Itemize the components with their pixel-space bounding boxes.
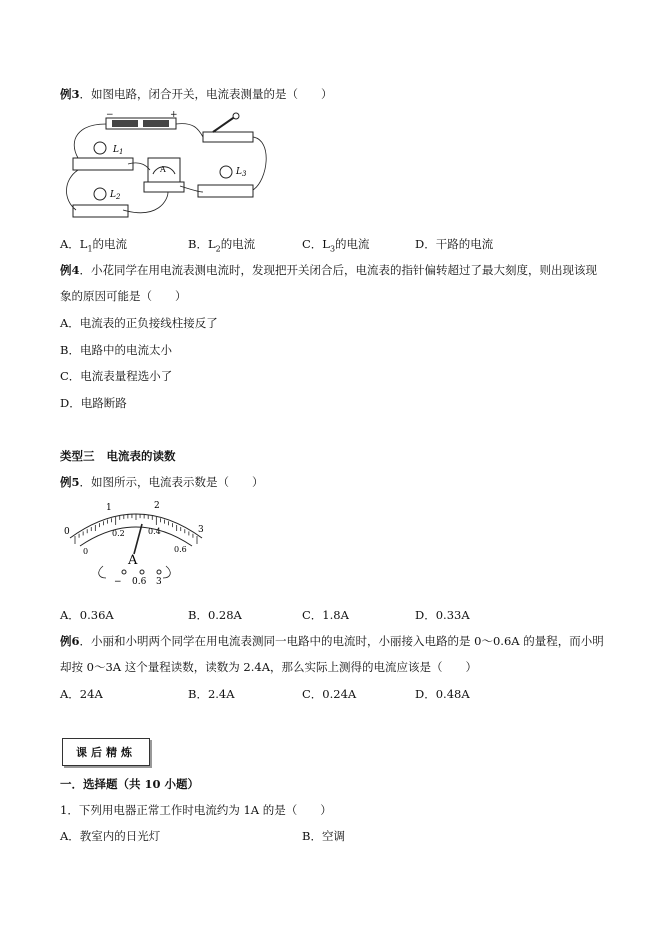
inner-tick-2: 0.4 [148, 527, 161, 536]
ex3-circuit-figure [58, 110, 276, 225]
outer-tick-2: 2 [154, 501, 160, 511]
ex3-question [60, 86, 333, 102]
lamp1-sub: 1 [118, 148, 124, 156]
lamp3-sub: 3 [241, 170, 247, 178]
meter-needle [134, 524, 142, 554]
inner-tick-1: 0.2 [112, 529, 125, 538]
battery-plus: + [170, 110, 178, 120]
ex4-option-b[interactable]: B．电路中的电流太小 [60, 343, 172, 357]
ex5-option-d[interactable]: D．0.33A [415, 608, 470, 622]
svg-text:L2 [109, 190, 121, 201]
ex6-option-d[interactable]: D．0.48A [415, 687, 470, 701]
inner-tick-3: 0.6 [174, 545, 187, 554]
terminal-3: 3 [156, 577, 162, 587]
ex6-text-1: ．小丽和小明两个同学在用电流表测同一电路中的电流时，小丽接入电路的是 0～0.6A 的量程，而小明 [79, 634, 604, 648]
ex6-option-c[interactable]: C．0.24A [302, 687, 357, 701]
q1-option-a[interactable]: A．教室内的日光灯 [60, 829, 161, 843]
inner-tick-0: 0 [83, 547, 89, 556]
ex6-text-2: 却按 0～3A 这个量程读数，读数为 2.4A，那么实际上测得的电流应该是（ ） [60, 660, 477, 674]
lamp2-label: L [110, 190, 116, 200]
ex5-label: 例5 [60, 475, 80, 489]
ex5-question [60, 474, 264, 490]
ex5-option-c[interactable]: C．1.8A [302, 608, 349, 622]
q1-question: 1．下列用电器正常工作时电流约为 1A 的是（ ） [60, 803, 332, 817]
outer-tick-1: 1 [106, 503, 112, 513]
outer-tick-3: 3 [198, 525, 204, 535]
lamp3-label: L [236, 167, 242, 177]
ex5-text: ．如图所示，电流表示数是（ ） [79, 475, 264, 489]
ex4-question [60, 262, 597, 278]
ex4-option-c[interactable]: C．电流表量程选小了 [60, 369, 173, 383]
ex4-label: 例4 [60, 263, 80, 277]
ex6-option-a[interactable]: A．24A [60, 687, 103, 701]
q1-option-b[interactable]: B．空调 [302, 829, 345, 843]
lamp2-sub: 2 [115, 193, 121, 201]
battery-minus: − [106, 110, 114, 120]
section-heading: 一．选择题（共 10 小题） [60, 777, 200, 791]
ex4-option-a[interactable]: A．电流表的正负接线柱接反了 [60, 316, 218, 330]
svg-text:L1 [112, 145, 123, 156]
lamp1-label: L [113, 145, 119, 155]
type3-title: 电流表的读数 [106, 449, 176, 463]
ex5-option-b[interactable]: B．0.28A [188, 608, 242, 622]
ex4-text-2: 象的原因可能是（ ） [60, 289, 187, 303]
type3-label: 类型三 [60, 449, 95, 463]
ex6-label: 例6 [60, 634, 80, 648]
ex4-text-1: ．小花同学在用电流表测电流时，发现把开关闭合后，电流表的指针偏转超过了最大刻度，则出现该现 [79, 263, 598, 277]
ex3-option-b[interactable]: B．$L_2$的电流 [188, 237, 256, 254]
terminal-0-6: 0.6 [132, 577, 147, 587]
terminal-minus: − [114, 577, 122, 587]
type3-heading [60, 448, 176, 464]
ex3-option-d[interactable]: D．干路的电流 [415, 237, 494, 251]
ex3-option-c[interactable]: C．$L_3$的电流 [302, 237, 370, 254]
after-class-box: 课后精炼 [62, 738, 150, 766]
ex6-option-b[interactable]: B．2.4A [188, 687, 235, 701]
ammeter-label: A [160, 165, 166, 174]
ex3-text: ．如图电路，闭合开关，电流表测量的是（ ） [79, 87, 333, 101]
ex5-meter-figure [58, 496, 218, 594]
ex6-question [60, 633, 604, 649]
svg-text:L3 [235, 167, 247, 178]
outer-tick-0: 0 [64, 527, 70, 537]
ex3-option-a[interactable]: A．$L_1$的电流 [60, 237, 128, 254]
ex4-option-d[interactable]: D．电路断路 [60, 396, 127, 410]
meter-unit: A [128, 553, 138, 568]
ex3-label: 例3 [60, 87, 80, 101]
ex5-option-a[interactable]: A．0.36A [60, 608, 114, 622]
